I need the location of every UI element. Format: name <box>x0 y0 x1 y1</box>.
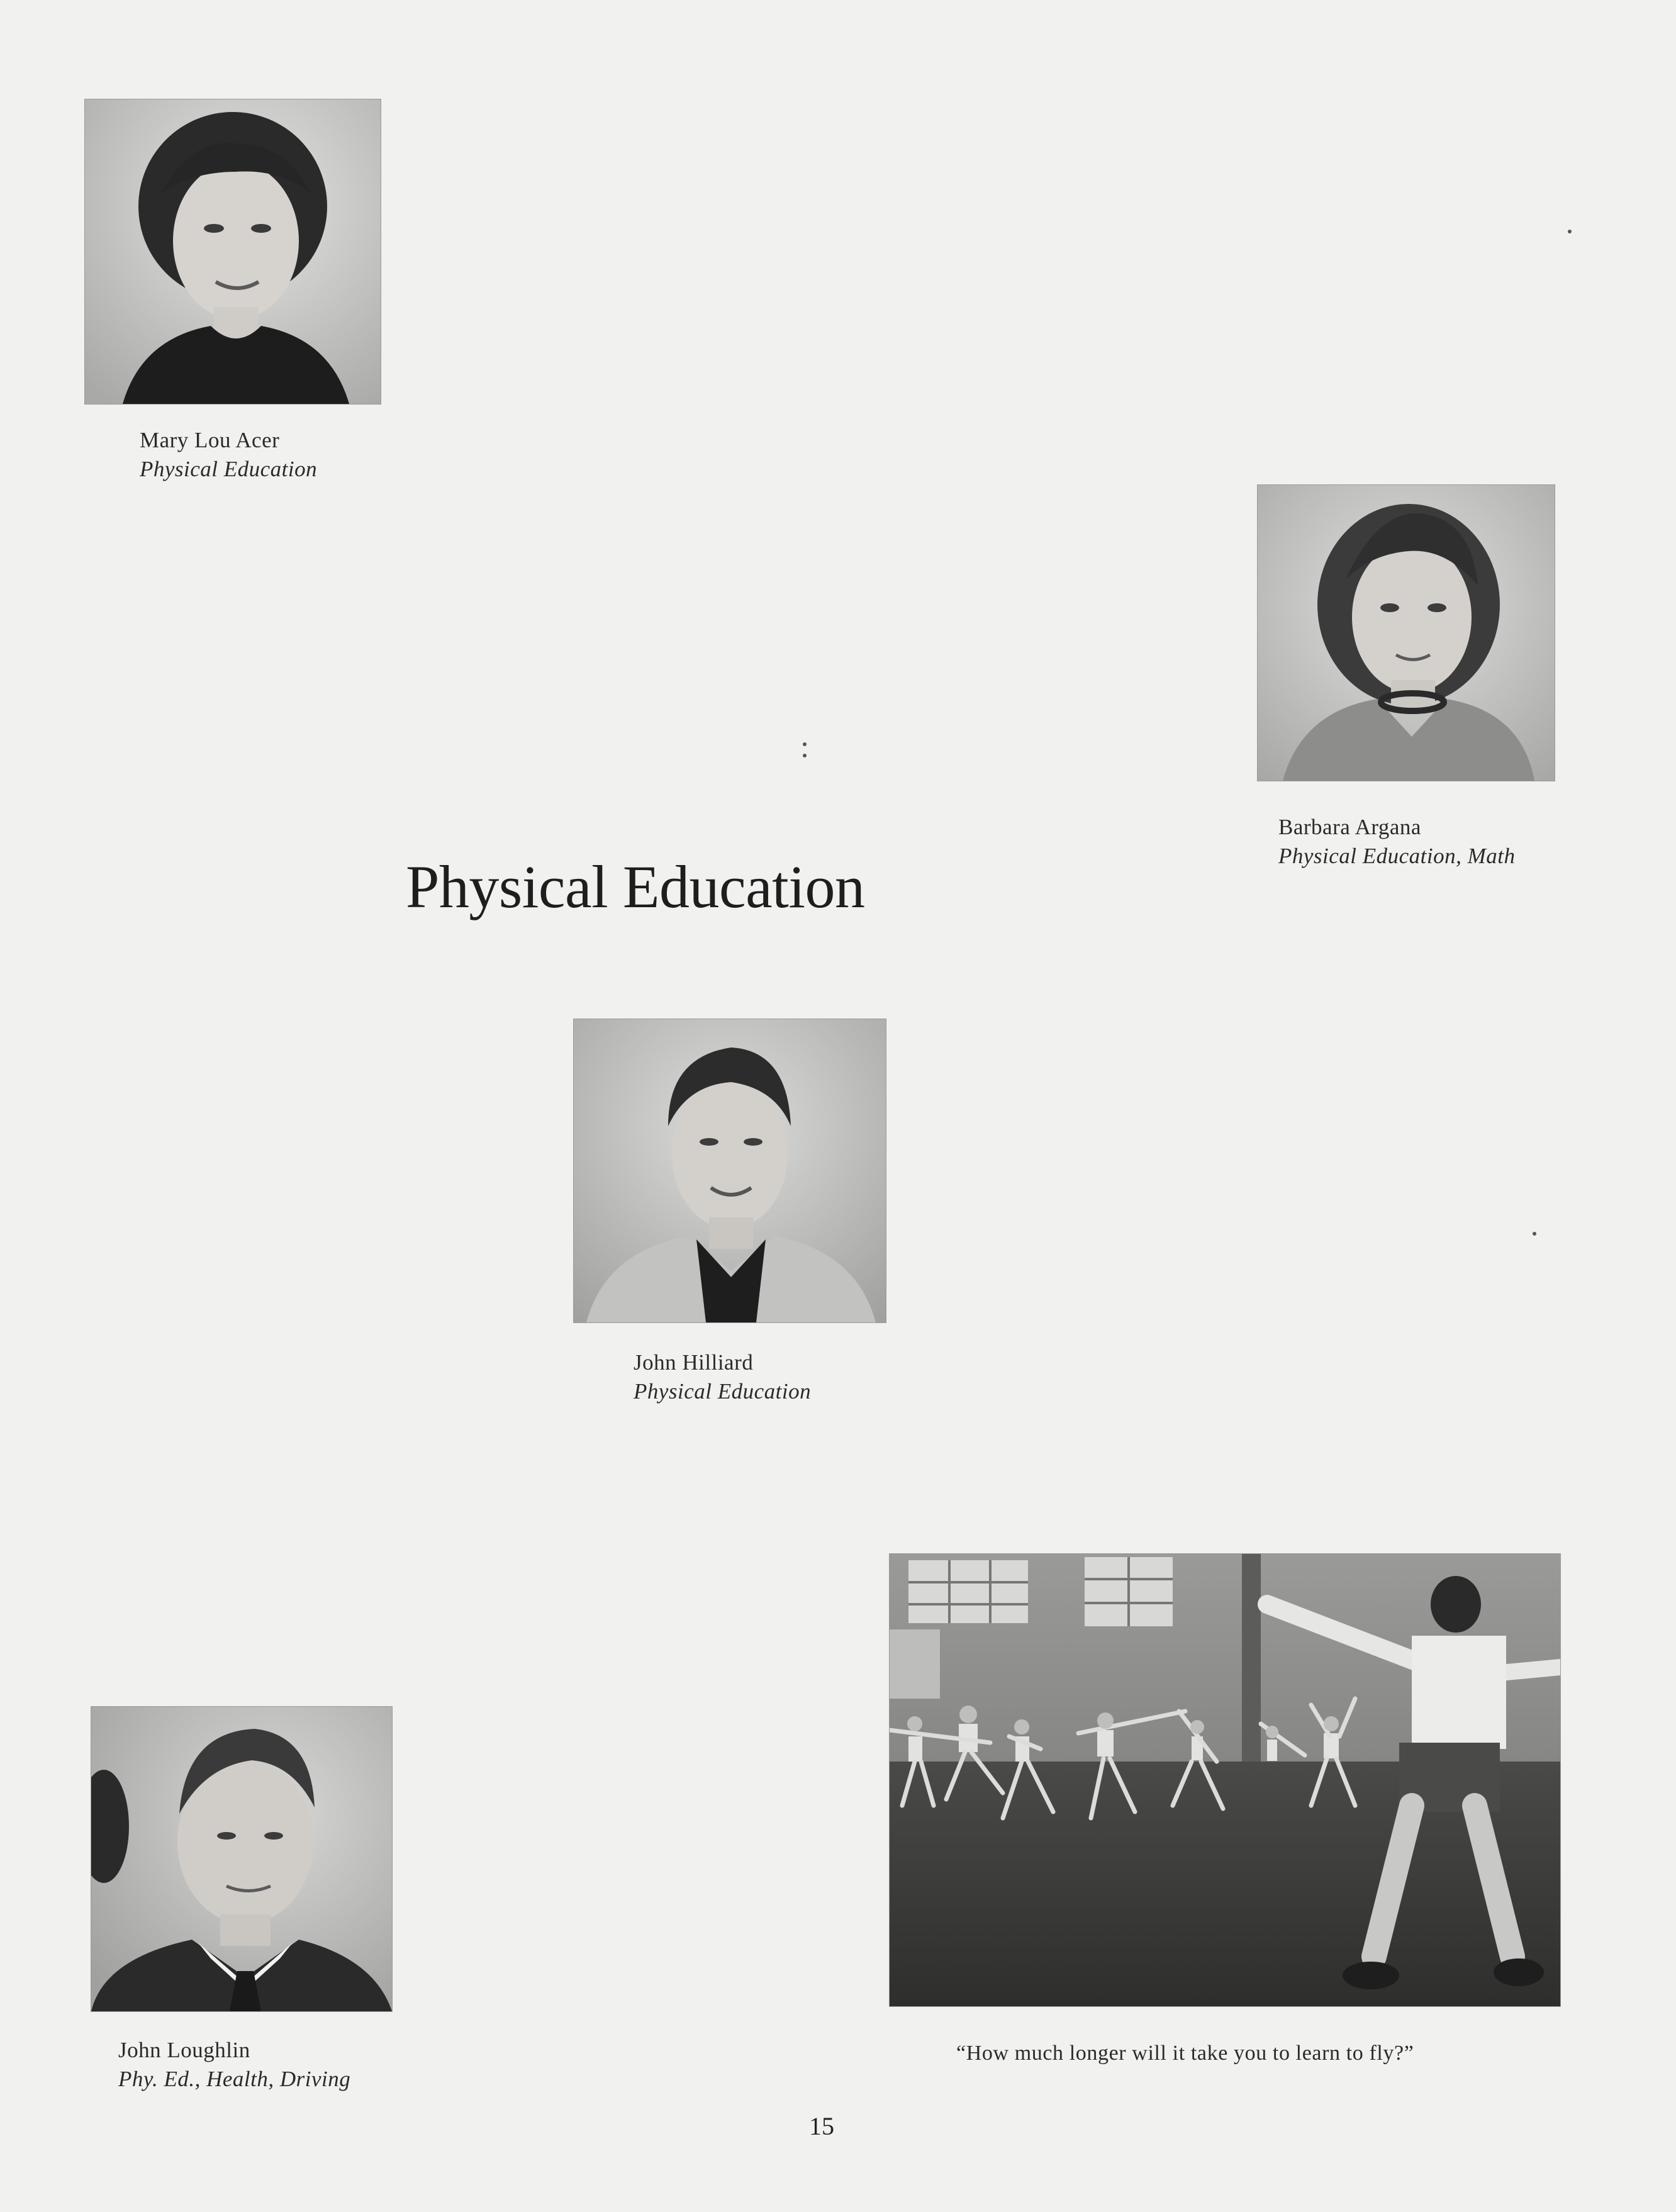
gym-scene-image <box>890 1554 1560 2006</box>
caption-john-hilliard <box>634 1348 811 1406</box>
print-speck <box>803 754 807 757</box>
caption-barbara-argana <box>1278 813 1516 871</box>
print-speck <box>803 742 807 746</box>
faculty-name: Barbara Argana <box>1278 815 1421 839</box>
portrait-barbara-argana <box>1257 484 1555 781</box>
print-speck <box>1533 1232 1536 1236</box>
page-number: 15 <box>809 2112 834 2140</box>
caption-mary-lou-acer <box>140 426 317 484</box>
caption-john-loughlin <box>118 2036 350 2094</box>
faculty-name: John Loughlin <box>118 2038 250 2062</box>
print-speck <box>1568 230 1572 233</box>
portrait-mary-lou-acer <box>84 99 381 405</box>
gym-photo-caption: “How much longer will it take you to learn to fly?” <box>956 2042 1414 2065</box>
faculty-name: Mary Lou Acer <box>140 428 280 452</box>
faculty-subjects: Physical Education, Math <box>1278 844 1516 868</box>
portrait-john-hilliard <box>573 1019 886 1323</box>
portrait-image <box>91 1707 392 2011</box>
faculty-subjects: Physical Education <box>140 457 318 481</box>
portrait-image <box>574 1019 886 1322</box>
portrait-image <box>1258 485 1555 781</box>
portrait-image <box>85 99 381 404</box>
section-title: Physical Education <box>406 853 865 920</box>
gym-class-photo <box>889 1553 1561 2007</box>
faculty-subjects: Physical Education <box>634 1379 812 1404</box>
portrait-john-loughlin <box>91 1706 393 2012</box>
faculty-name: John Hilliard <box>634 1350 754 1375</box>
faculty-subjects: Phy. Ed., Health, Driving <box>118 2067 351 2091</box>
